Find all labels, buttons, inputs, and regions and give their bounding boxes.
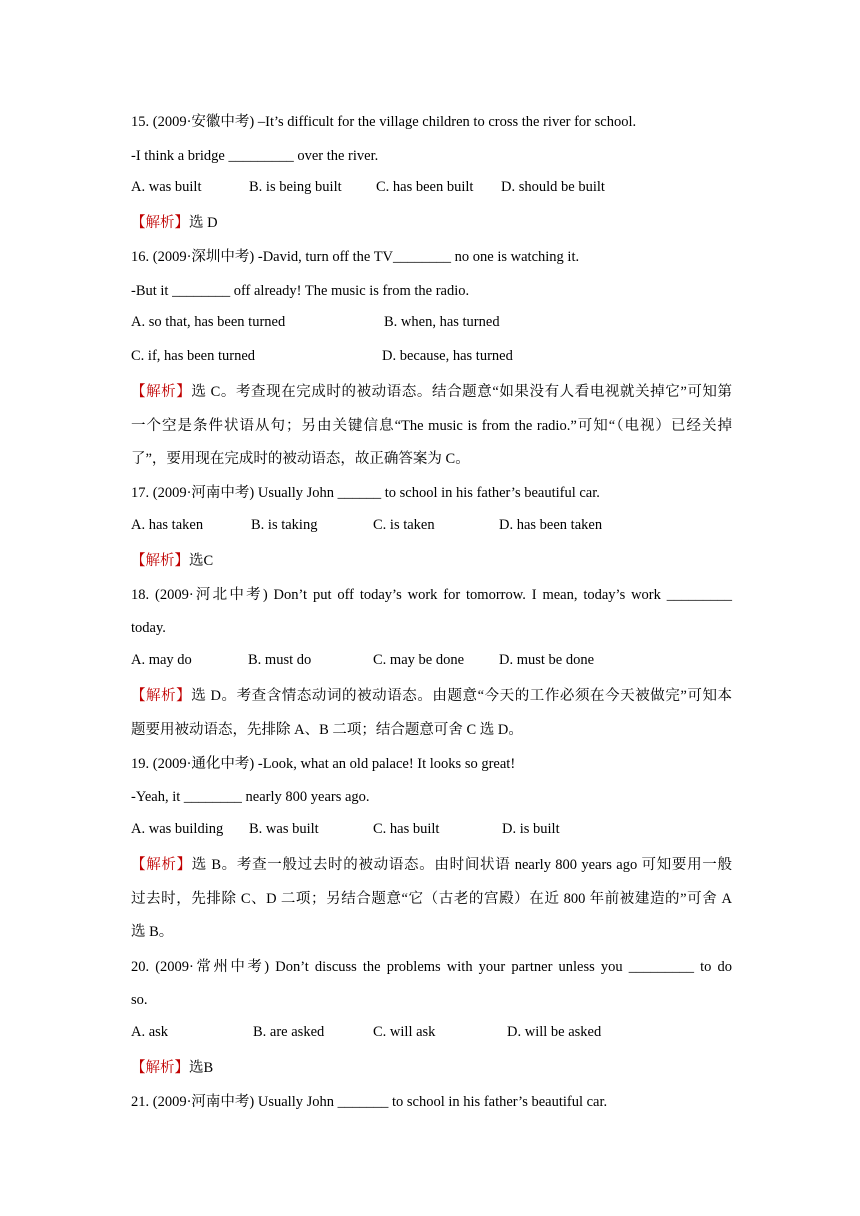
- question-19-option-a: A. was building: [131, 821, 224, 837]
- question-17-stem: 17. (2009·河南中考) Usually John ______ to school in his father’s beautiful car.: [131, 485, 600, 501]
- question-18-stem-line2: today.: [131, 620, 166, 636]
- question-19-analysis-line3: 选 B。: [131, 924, 174, 940]
- question-16-analysis-line2: 一个空是条件状语从句；另由关键信息“The music is from the radio.”可知“（电视）已经关掉: [131, 418, 732, 434]
- question-19-analysis-line2: 过去时，先排除 C、D 二项；另结合题意“它（古老的宫殿）在近 800 年前被建造的”可舍 A: [131, 891, 732, 907]
- question-15-stem-line2: -I think a bridge _________ over the river.: [131, 148, 379, 164]
- question-15-option-b: B. is being built: [249, 179, 342, 195]
- analysis-text: 选C: [189, 553, 214, 569]
- question-15-analysis: [131, 213, 218, 233]
- question-19-option-d: D. is built: [502, 821, 560, 837]
- question-19-stem-line2: -Yeah, it ________ nearly 800 years ago.: [131, 789, 370, 805]
- question-20-option-a: A. ask: [131, 1024, 169, 1040]
- analysis-label: 【解析】: [131, 857, 192, 873]
- question-18-option-c: C. may be done: [373, 652, 465, 668]
- question-15-option-d: D. should be built: [501, 179, 605, 195]
- question-20-analysis: [131, 1058, 213, 1078]
- question-20-option-c: C. will ask: [373, 1024, 436, 1040]
- question-17-option-c: C. is taken: [373, 517, 435, 533]
- question-15-stem: 15. (2009·安徽中考) –It’s difficult for the village children to cross the river for school.: [131, 114, 637, 130]
- question-18-analysis-line2: 题要用被动语态，先排除 A、B 二项；结合题意可舍 C 选 D。: [131, 722, 523, 738]
- analysis-label: 【解析】: [131, 215, 189, 231]
- question-16-analysis: [131, 382, 732, 402]
- question-16-analysis-line3: 了”，要用现在完成时的被动语态，故正确答案为 C。: [131, 451, 470, 467]
- analysis-label: 【解析】: [131, 384, 192, 400]
- question-15-option-c: C. has been built: [376, 179, 474, 195]
- question-18-option-b: B. must do: [248, 652, 312, 668]
- question-17-option-a: A. has taken: [131, 517, 204, 533]
- question-16-option-b: B. when, has turned: [384, 314, 500, 330]
- analysis-text: 选 B。考查一般过去时的被动语态。由时间状语 nearly 800 years ago 可知要用一般: [191, 857, 733, 873]
- question-17-analysis: [131, 551, 213, 571]
- question-15-option-a: A. was built: [131, 179, 202, 195]
- question-20-stem: 20. (2009·常州中考) Don’t discuss the problems with your partner unless you _________ to do: [131, 959, 732, 975]
- question-20-option-d: D. will be asked: [507, 1024, 602, 1040]
- question-18-stem: 18. (2009·河北中考) Don’t put off today’s work for tomorrow. I mean, today’s work _________: [131, 587, 732, 603]
- question-16-option-c: C. if, has been turned: [131, 348, 256, 364]
- question-16-stem-line2: -But it ________ off already! The music is from the radio.: [131, 283, 470, 299]
- question-19-analysis: [131, 855, 732, 875]
- question-16-option-d: D. because, has turned: [382, 348, 513, 364]
- analysis-text: 选B: [189, 1060, 214, 1076]
- question-21-stem: 21. (2009·河南中考) Usually John _______ to school in his father’s beautiful car.: [131, 1094, 608, 1110]
- question-19-option-c: C. has built: [373, 821, 440, 837]
- analysis-label: 【解析】: [131, 553, 189, 569]
- analysis-label: 【解析】: [131, 1060, 189, 1076]
- question-18-option-a: A. may do: [131, 652, 192, 668]
- question-16-stem: 16. (2009·深圳中考) -David, turn off the TV________ no one is watching it.: [131, 249, 580, 265]
- question-17-option-d: D. has been taken: [499, 517, 603, 533]
- question-18-option-d: D. must be done: [499, 652, 595, 668]
- question-16-option-a: A. so that, has been turned: [131, 314, 286, 330]
- analysis-label: 【解析】: [131, 688, 192, 704]
- analysis-text: 选 D。考查含情态动词的被动语态。由题意“今天的工作必须在今天被做完”可知本: [191, 688, 732, 704]
- question-17-option-b: B. is taking: [251, 517, 318, 533]
- question-19-option-b: B. was built: [249, 821, 319, 837]
- question-18-analysis: [131, 686, 732, 706]
- question-19-stem: 19. (2009·通化中考) -Look, what an old palace! It looks so great!: [131, 756, 516, 772]
- question-20-stem-line2: so.: [131, 992, 148, 1008]
- analysis-text: 选 C。考查现在完成时的被动语态。结合题意“如果没有人看电视就关掉它”可知第: [191, 384, 732, 400]
- analysis-text: 选 D: [189, 215, 218, 231]
- question-20-option-b: B. are asked: [253, 1024, 325, 1040]
